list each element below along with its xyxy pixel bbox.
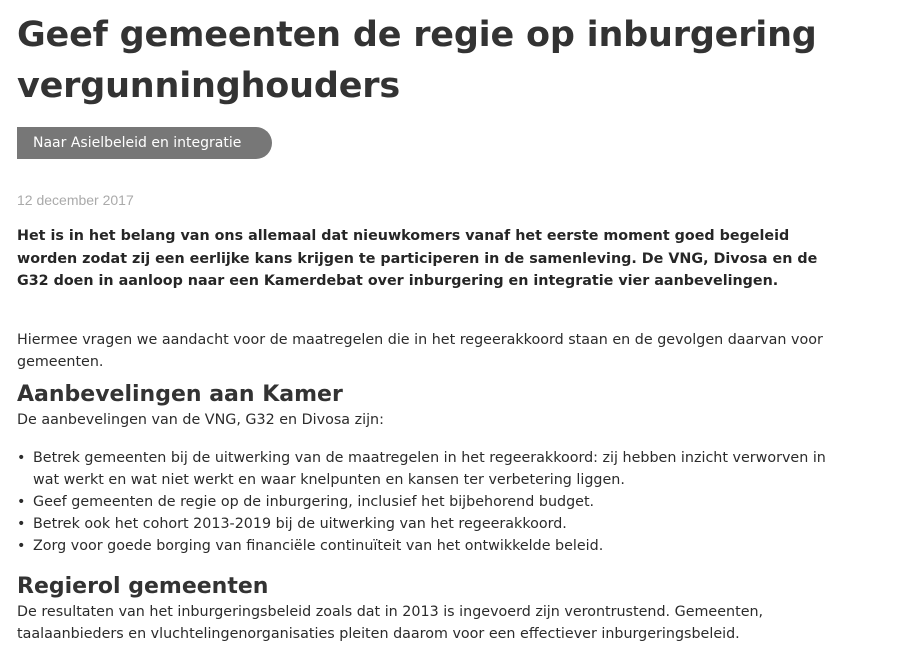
list-item <box>17 535 852 557</box>
recommendations-list <box>17 447 852 557</box>
list-item <box>17 491 852 513</box>
regierol-heading: Regierol gemeenten <box>17 573 269 599</box>
lead-paragraph: Het is in het belang van ons allemaal dat nieuwkomers vanaf het eerste moment goed begeleid worden zodat zij een eerlijke kans krijgen te participeren in de samenleving. De VNG, Divosa en de G32 doen in aanloop naar een Kamerdebat over inburgering en integratie vier aanbevelingen. <box>17 228 818 289</box>
bullet-icon: • <box>17 515 26 532</box>
page-title: Geef gemeenten de regie op inburgering vergunninghouders <box>17 15 817 106</box>
list-item-text: Betrek gemeenten bij de uitwerking van de maatregelen in het regeerakkoord: zij hebben inzicht verworven in wat werkt en wat niet werkt en waar knelpunten en kansen ter verbetering liggen. <box>33 449 826 488</box>
recommendations-heading: Aanbevelingen aan Kamer <box>17 381 343 407</box>
list-item-text: Geef gemeenten de regie op de inburgering, inclusief het bijbehorend budget. <box>33 493 595 510</box>
publish-date: 12 december 2017 <box>17 192 134 208</box>
list-item <box>17 447 852 491</box>
intro-paragraph: Hiermee vragen we aandacht voor de maatregelen die in het regeerakkoord staan en de gevolgen daarvan voor gemeenten. <box>17 331 823 370</box>
list-item-text: Betrek ook het cohort 2013-2019 bij de uitwerking van het regeerakkoord. <box>33 515 567 532</box>
bullet-icon: • <box>17 493 26 510</box>
category-link-button[interactable]: Naar Asielbeleid en integratie <box>17 127 272 159</box>
list-item-text: Zorg voor goede borging van financiële continuïteit van het ontwikkelde beleid. <box>33 537 604 554</box>
regierol-paragraph: De resultaten van het inburgeringsbeleid zoals dat in 2013 is ingevoerd zijn verontrustend. Gemeenten, taalaanbieders en vluchtelingenorganisaties pleiten daarom voor een effectiever inburgeringsbeleid. <box>17 603 764 642</box>
recommendations-intro: De aanbevelingen van de VNG, G32 en Divosa zijn: <box>17 411 384 428</box>
bullet-icon: • <box>17 537 26 554</box>
bullet-icon: • <box>17 449 26 466</box>
list-item <box>17 513 852 535</box>
